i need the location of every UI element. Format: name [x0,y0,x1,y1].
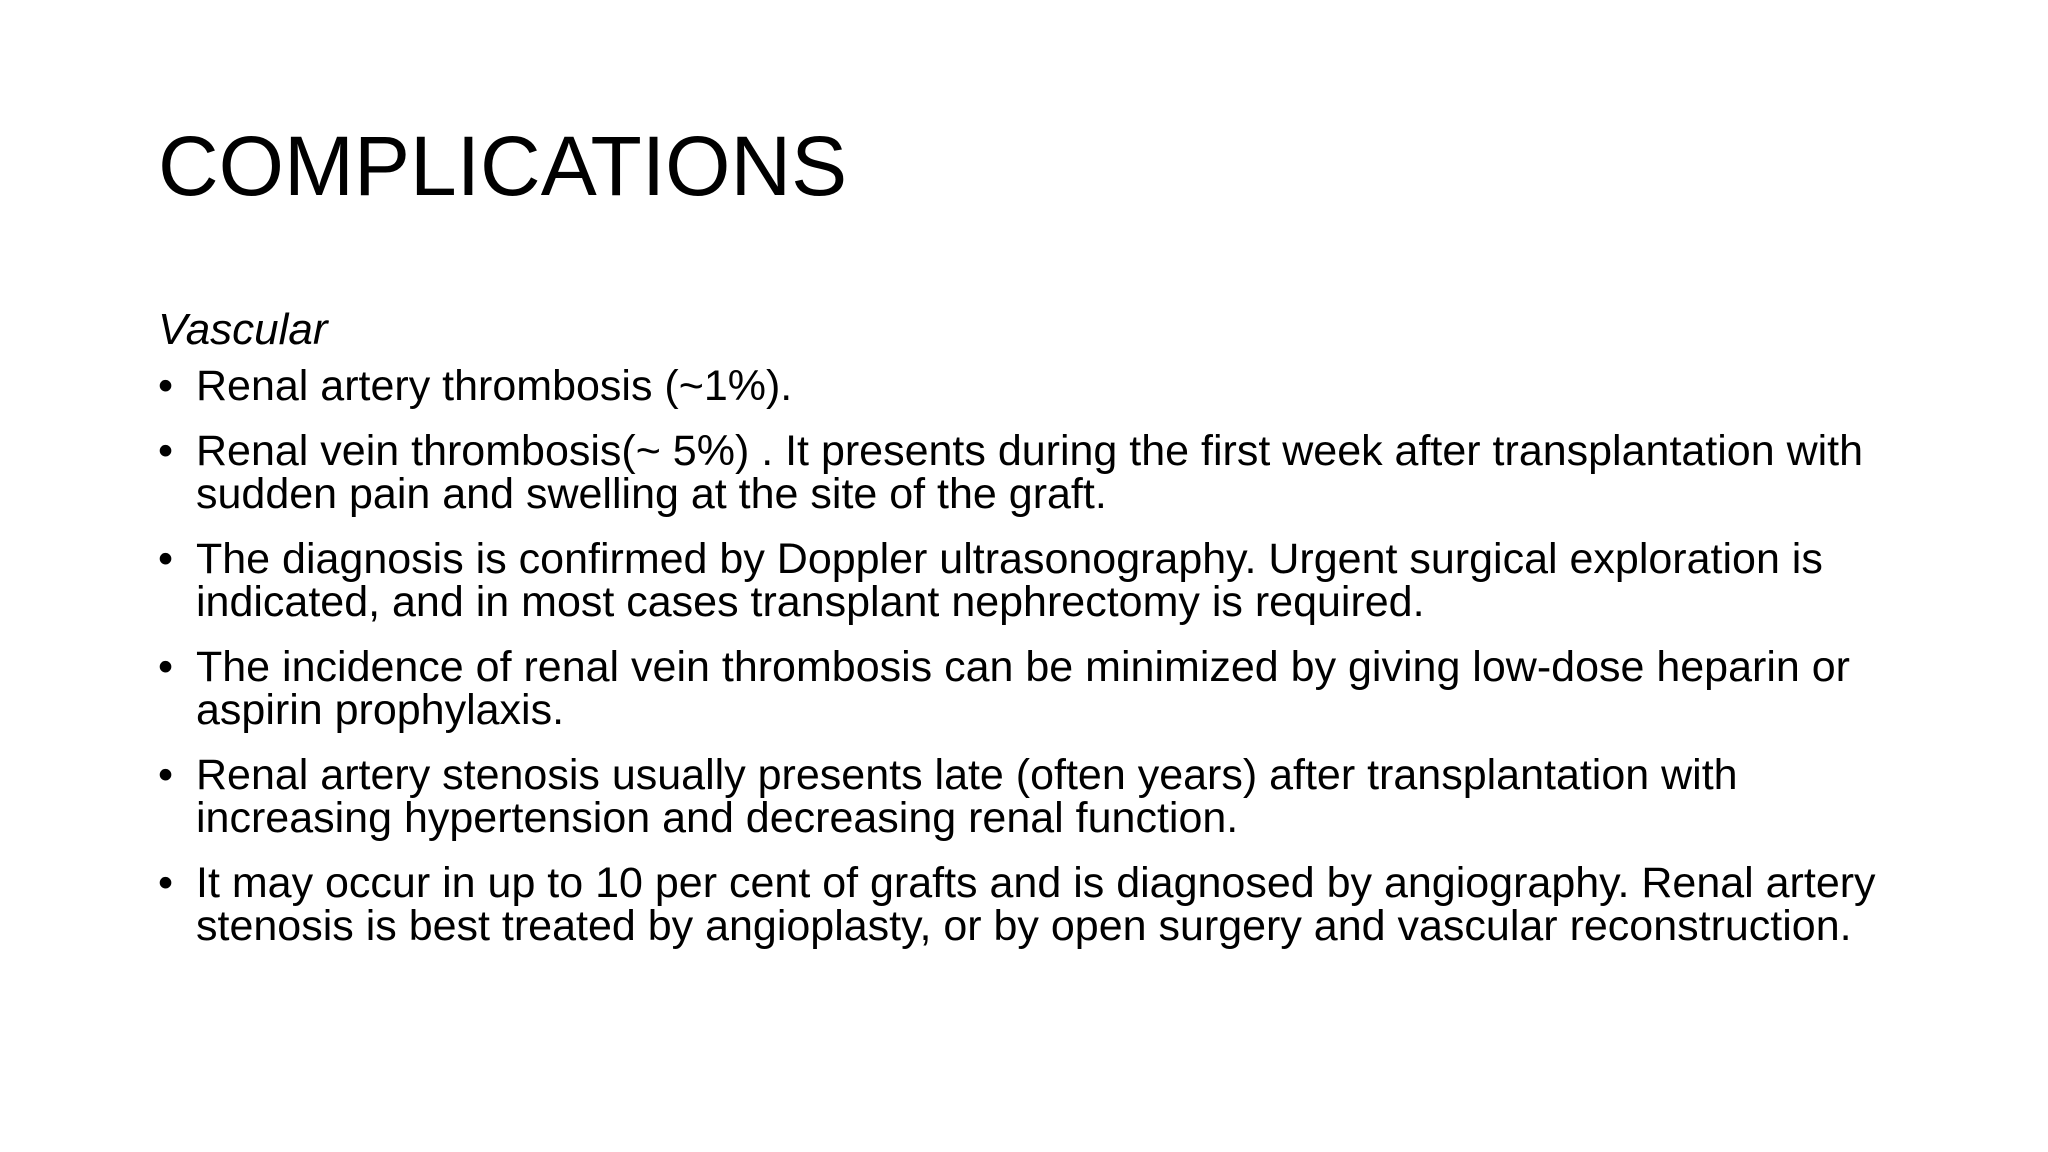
bullet-text: The incidence of renal vein thrombosis can be minimized by giving low-dose heparin or aspirin prophylaxis. [196,643,1850,734]
bullet-icon: • [158,643,174,691]
section-subheading: Vascular [158,305,328,354]
bullet-item [158,643,1918,734]
bullet-icon: • [158,535,174,583]
bullet-item [158,859,1918,950]
bullet-text: Renal artery stenosis usually presents late (often years) after transplantation with increasing hypertension and decreasing renal function. [196,751,1738,842]
bullet-text: Renal vein thrombosis(~ 5%) . It presents during the first week after transplantation with sudden pain and swelling at the site of the graft. [196,427,1864,518]
bullet-text: It may occur in up to 10 per cent of grafts and is diagnosed by angiography. Renal artery stenosis is best treated by angioplasty, or by open surgery and vascular reconstruction. [196,859,1876,950]
bullet-item [158,535,1918,626]
bullet-icon: • [158,427,174,475]
slide-content [158,304,1918,970]
bullet-icon: • [158,859,174,907]
bullet-text: Renal artery thrombosis (~1%). [196,362,793,410]
bullet-list [158,362,1918,950]
bullet-icon: • [158,362,174,410]
bullet-icon: • [158,751,174,799]
slide-title: COMPLICATIONS [158,119,848,213]
bullet-item [158,427,1918,518]
bullet-item [158,751,1918,842]
bullet-item [158,362,1918,410]
bullet-text: The diagnosis is confirmed by Doppler ultrasonography. Urgent surgical exploration is indicated, and in most cases transplant nephrectomy is required. [196,535,1823,626]
